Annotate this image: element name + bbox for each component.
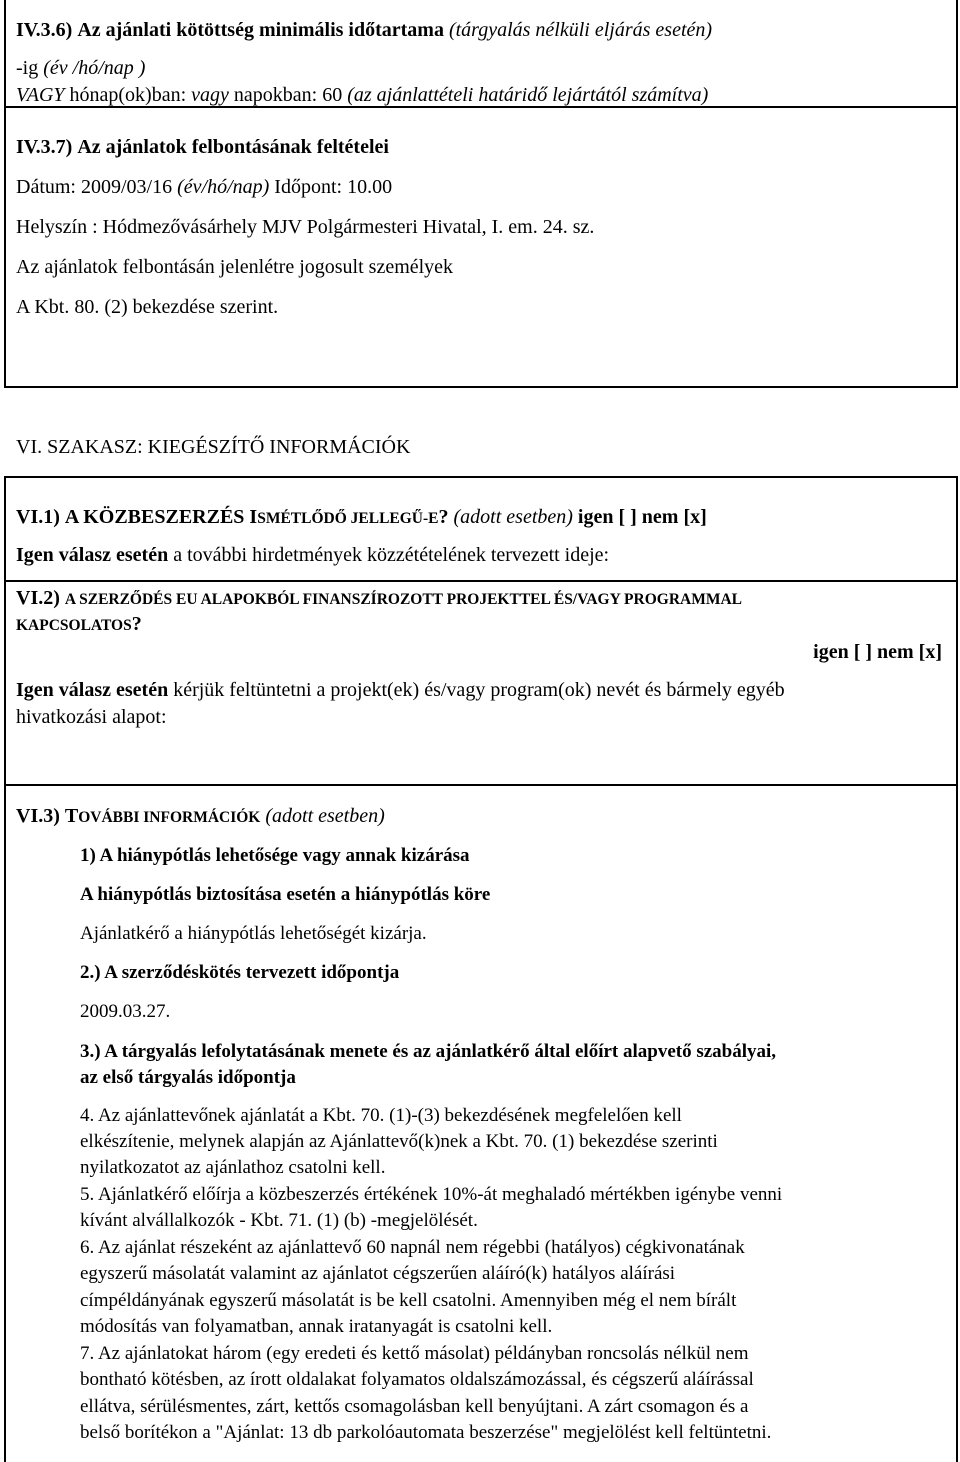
text: Igen válasz esetén: [16, 544, 169, 566]
text: (adott esetben): [265, 805, 385, 827]
vi-2-heading-2: [16, 612, 142, 638]
info-line: 4. Az ajánlattevőnek ajánlatát a Kbt. 70. (1)-(3) bekezdésének megfelelően kell: [80, 1105, 682, 1126]
vi-1-heading: [16, 505, 707, 531]
vi-1-follow: [16, 543, 609, 567]
section-title: KAPCSOLATOS: [16, 617, 132, 634]
section-title: A KÖZBESZERZÉS I: [64, 506, 258, 528]
section-title: Az ajánlatok felbontásának feltételei: [77, 136, 389, 158]
vi-2-follow-2: hivatkozási alapot:: [16, 706, 167, 728]
text: napokban: 60: [233, 84, 343, 106]
info-line: módosítás van folyamatban, annak iratanyagát is csatolni kell.: [80, 1316, 553, 1337]
iv-3-7-persons-ref: A Kbt. 80. (2) bekezdése szerint.: [16, 296, 279, 318]
section-title: SMÉTLŐDŐ JELLEGŰ-E: [257, 510, 439, 527]
text: a további hirdetmények közzétételének tervezett ideje:: [173, 544, 610, 566]
divider: [4, 580, 956, 582]
info-line: 5. Ajánlatkérő előírja a közbeszerzés értékének 10%-át meghaladó mértékben igénybe venni: [80, 1184, 783, 1205]
info-heading-1: 1) A hiánypótlás lehetősége vagy annak kizárása: [80, 845, 470, 866]
info-text-2: 2009.03.27.: [80, 1001, 171, 1022]
text: (év /hó/nap ): [43, 57, 146, 79]
text: (az ajánlattételi határidő lejártától számítva): [347, 84, 709, 106]
section-number: IV.3.6): [16, 19, 73, 41]
info-line: címpéldányának egyszerű másolatát is be kell csatolni. Amennyiben még el nem bírált: [80, 1290, 737, 1311]
info-heading-1b: A hiánypótlás biztosítása esetén a hiánypótlás köre: [80, 884, 491, 905]
text: VAGY: [16, 84, 65, 106]
info-line: 6. Az ajánlat részeként az ajánlattevő 60 napnál nem régebbi (hatályos) cégkivonatának: [80, 1237, 745, 1258]
section-number: VI.1): [16, 506, 60, 528]
text: vagy: [191, 84, 229, 106]
vi-2-follow: [16, 678, 785, 702]
info-heading-2: 2.) A szerződéskötés tervezett időpontja: [80, 962, 400, 983]
answer-checkbox-text: igen [ ] nem [x]: [577, 506, 707, 528]
vi-2-answer: igen [ ] nem [x]: [813, 641, 942, 663]
section-title: A SZERZŐDÉS EU ALAPOKBÓL FINANSZÍROZOTT PROJEKTTEL ÉS/VAGY PROGRAMMAL: [64, 591, 743, 608]
info-text-1: Ajánlatkérő a hiánypótlás lehetőségét kizárja.: [80, 923, 427, 944]
text: (adott esetben): [453, 506, 573, 528]
info-line: bontható kötésben, az írott oldalakat folyamatos oldalszámozással, és cégszerű aláírással: [80, 1369, 754, 1390]
info-heading-3b: az első tárgyalás időpontja: [80, 1067, 296, 1088]
text: hónap(ok)ban:: [69, 84, 187, 106]
section-number: VI.3): [16, 805, 60, 827]
section-number: IV.3.7): [16, 136, 73, 158]
info-line: egyszerű másolatát valamint az ajánlatot cégszerűen aláíró(k) hatályos aláírási: [80, 1263, 676, 1284]
text: ?: [131, 613, 142, 635]
text: Igen válasz esetén: [16, 679, 169, 701]
iv-3-7-date: [16, 175, 392, 199]
iv-3-7-persons: Az ajánlatok felbontásán jelenlétre jogosult személyek: [16, 256, 454, 278]
info-line: belső borítékon a "Ajánlat: 13 db parkolóautomata beszerzése" megjelölést kell feltüntetni.: [80, 1422, 772, 1443]
iv-3-7-heading: [16, 135, 389, 159]
text: ?: [438, 506, 449, 528]
info-line: 7. Az ajánlatokat három (egy eredeti és kettő másolat) példányban roncsolás nélkül nem: [80, 1343, 749, 1364]
text: -ig: [16, 57, 39, 79]
vi-2-heading: [16, 586, 742, 612]
section-title: Az ajánlati kötöttség minimális időtartama: [77, 19, 444, 41]
section-number: VI.2): [16, 587, 60, 609]
iv-3-6-line2: [16, 56, 145, 80]
info-line: kívánt alvállalkozók - Kbt. 71. (1) (b) -megjelölését.: [80, 1210, 478, 1231]
text: (év/hó/nap): [177, 176, 270, 198]
section-title: OVÁBBI INFORMÁCIÓK: [78, 809, 261, 826]
info-line: ellátva, sérülésmentes, zárt, kettős csomagolásban kell benyújtani. A zárt csomagon és a: [80, 1396, 749, 1417]
section-title-note: (tárgyalás nélküli eljárás esetén): [448, 19, 713, 41]
vi-3-heading: [16, 804, 385, 830]
text: kérjük feltüntetni a projekt(ek) és/vagy program(ok) nevét és bármely egyéb: [173, 679, 785, 701]
text: Dátum: 2009/03/16: [16, 176, 173, 198]
text: Időpont: 10.00: [274, 176, 393, 198]
info-heading-3: 3.) A tárgyalás lefolytatásának menete és az ajánlatkérő által előírt alapvető szabályai,: [80, 1041, 777, 1062]
iv-3-6-line3: [16, 83, 708, 107]
section-vi-heading: VI. SZAKASZ: KIEGÉSZÍTŐ INFORMÁCIÓK: [16, 436, 411, 458]
info-line: nyilatkozatot az ajánlathoz csatolni kell.: [80, 1157, 386, 1178]
iv-3-6-heading: [16, 18, 712, 42]
iv-3-7-place: Helyszín : Hódmezővásárhely MJV Polgármesteri Hivatal, I. em. 24. sz.: [16, 216, 595, 238]
info-line: elkészítenie, melynek alapján az Ajánlattevő(k)nek a Kbt. 70. (1) bekezdése szerinti: [80, 1131, 718, 1152]
section-title: T: [64, 805, 79, 827]
